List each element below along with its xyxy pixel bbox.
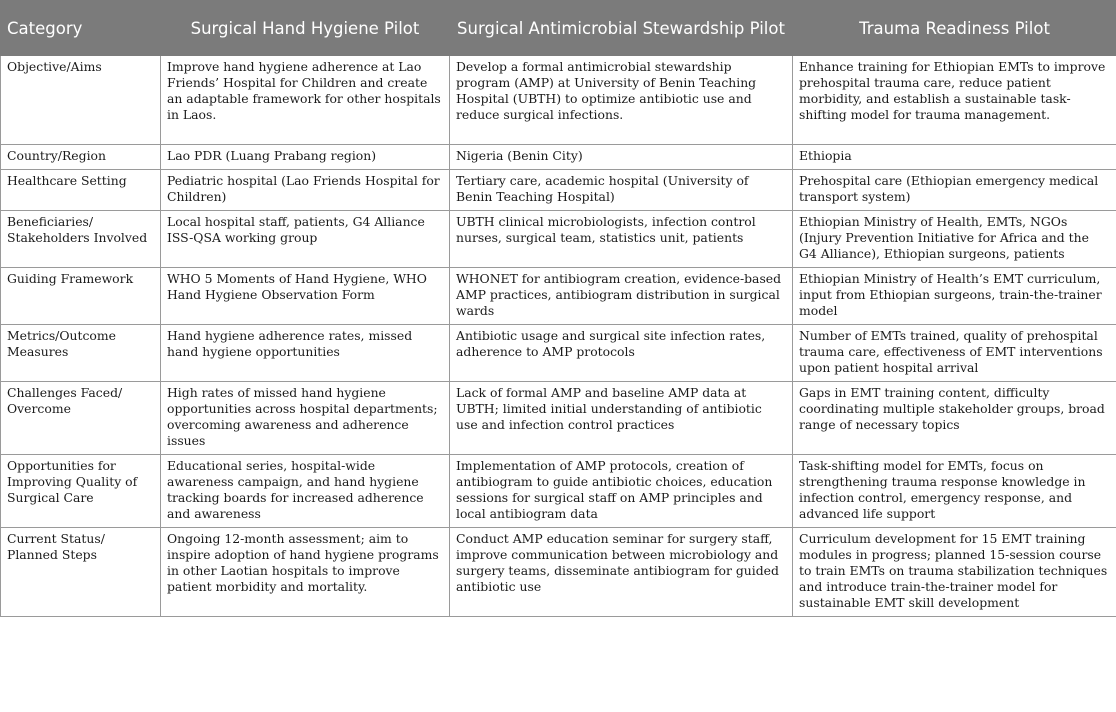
row-category: Country/Region [1, 145, 161, 170]
table-row [1, 145, 1116, 170]
row-category: Challenges Faced/ Overcome [1, 382, 161, 455]
table-row [1, 455, 1116, 528]
table-body [1, 56, 1116, 617]
cell-hand-hygiene: Lao PDR (Luang Prabang region) [161, 145, 450, 170]
row-category: Beneficiaries/ Stakeholders Involved [1, 211, 161, 268]
table-row [1, 56, 1116, 145]
header-antimicrobial-stewardship: Surgical Antimicrobial Stewardship Pilot [450, 1, 793, 56]
cell-hand-hygiene: Pediatric hospital (Lao Friends Hospital for Children) [161, 170, 450, 211]
cell-antimicrobial-stewardship: Nigeria (Benin City) [450, 145, 793, 170]
row-category: Metrics/Outcome Measures [1, 325, 161, 382]
row-category: Current Status/ Planned Steps [1, 528, 161, 617]
row-category: Healthcare Setting [1, 170, 161, 211]
cell-hand-hygiene: Improve hand hygiene adherence at Lao Friends’ Hospital for Children and create an adaptable framework for other hospitals in Laos. [161, 56, 450, 145]
cell-antimicrobial-stewardship: Develop a formal antimicrobial stewardship program (AMP) at University of Benin Teaching Hospital (UBTH) to optimize antibiotic use and reduce surgical infections. [450, 56, 793, 145]
cell-hand-hygiene: High rates of missed hand hygiene opportunities across hospital departments; overcoming awareness and adherence issues [161, 382, 450, 455]
cell-trauma-readiness: Task-shifting model for EMTs, focus on strengthening trauma response knowledge in infection control, emergency response, and advanced life support [793, 455, 1116, 528]
cell-antimicrobial-stewardship: Lack of formal AMP and baseline AMP data at UBTH; limited initial understanding of antibiotic use and infection control practices [450, 382, 793, 455]
table-row [1, 268, 1116, 325]
table-row [1, 325, 1116, 382]
cell-trauma-readiness: Number of EMTs trained, quality of prehospital trauma care, effectiveness of EMT interventions upon patient hospital arrival [793, 325, 1116, 382]
table-row [1, 528, 1116, 617]
cell-trauma-readiness: Ethiopia [793, 145, 1116, 170]
row-category: Objective/Aims [1, 56, 161, 145]
header-category: Category [1, 1, 161, 56]
cell-antimicrobial-stewardship: Implementation of AMP protocols, creation of antibiogram to guide antibiotic choices, education sessions for surgical staff on AMP principles and local antibiogram data [450, 455, 793, 528]
row-category: Guiding Framework [1, 268, 161, 325]
cell-trauma-readiness: Enhance training for Ethiopian EMTs to improve prehospital trauma care, reduce patient morbidity, and establish a sustainable task-shifting model for trauma management. [793, 56, 1116, 145]
cell-hand-hygiene: WHO 5 Moments of Hand Hygiene, WHO Hand Hygiene Observation Form [161, 268, 450, 325]
cell-antimicrobial-stewardship: WHONET for antibiogram creation, evidence-based AMP practices, antibiogram distribution in surgical wards [450, 268, 793, 325]
cell-hand-hygiene: Local hospital staff, patients, G4 Alliance ISS-QSA working group [161, 211, 450, 268]
cell-antimicrobial-stewardship: Antibiotic usage and surgical site infection rates, adherence to AMP protocols [450, 325, 793, 382]
table-header [1, 1, 1116, 56]
cell-hand-hygiene: Ongoing 12-month assessment; aim to inspire adoption of hand hygiene programs in other Laotian hospitals to improve patient morbidity and mortality. [161, 528, 450, 617]
header-trauma-readiness: Trauma Readiness Pilot [793, 1, 1116, 56]
cell-antimicrobial-stewardship: UBTH clinical microbiologists, infection control nurses, surgical team, statistics unit, patients [450, 211, 793, 268]
cell-hand-hygiene: Hand hygiene adherence rates, missed hand hygiene opportunities [161, 325, 450, 382]
cell-hand-hygiene: Educational series, hospital-wide awareness campaign, and hand hygiene tracking boards for increased adherence and awareness [161, 455, 450, 528]
row-category: Opportunities for Improving Quality of Surgical Care [1, 455, 161, 528]
cell-trauma-readiness: Ethiopian Ministry of Health, EMTs, NGOs (Injury Prevention Initiative for Africa and the G4 Alliance), Ethiopian surgeons, patients [793, 211, 1116, 268]
header-row [1, 1, 1116, 56]
cell-trauma-readiness: Ethiopian Ministry of Health’s EMT curriculum, input from Ethiopian surgeons, train-the-trainer model [793, 268, 1116, 325]
cell-antimicrobial-stewardship: Tertiary care, academic hospital (University of Benin Teaching Hospital) [450, 170, 793, 211]
cell-trauma-readiness: Gaps in EMT training content, difficulty coordinating multiple stakeholder groups, broad range of necessary topics [793, 382, 1116, 455]
table-row [1, 211, 1116, 268]
header-hand-hygiene: Surgical Hand Hygiene Pilot [161, 1, 450, 56]
cell-antimicrobial-stewardship: Conduct AMP education seminar for surgery staff, improve communication between microbiology and surgery teams, disseminate antibiogram for guided antibiotic use [450, 528, 793, 617]
cell-trauma-readiness: Prehospital care (Ethiopian emergency medical transport system) [793, 170, 1116, 211]
cell-trauma-readiness: Curriculum development for 15 EMT training modules in progress; planned 15-session course to train EMTs on trauma stabilization techniques and introduce train-the-trainer model for sustainable EMT skill development [793, 528, 1116, 617]
table-row [1, 382, 1116, 455]
table-row [1, 170, 1116, 211]
